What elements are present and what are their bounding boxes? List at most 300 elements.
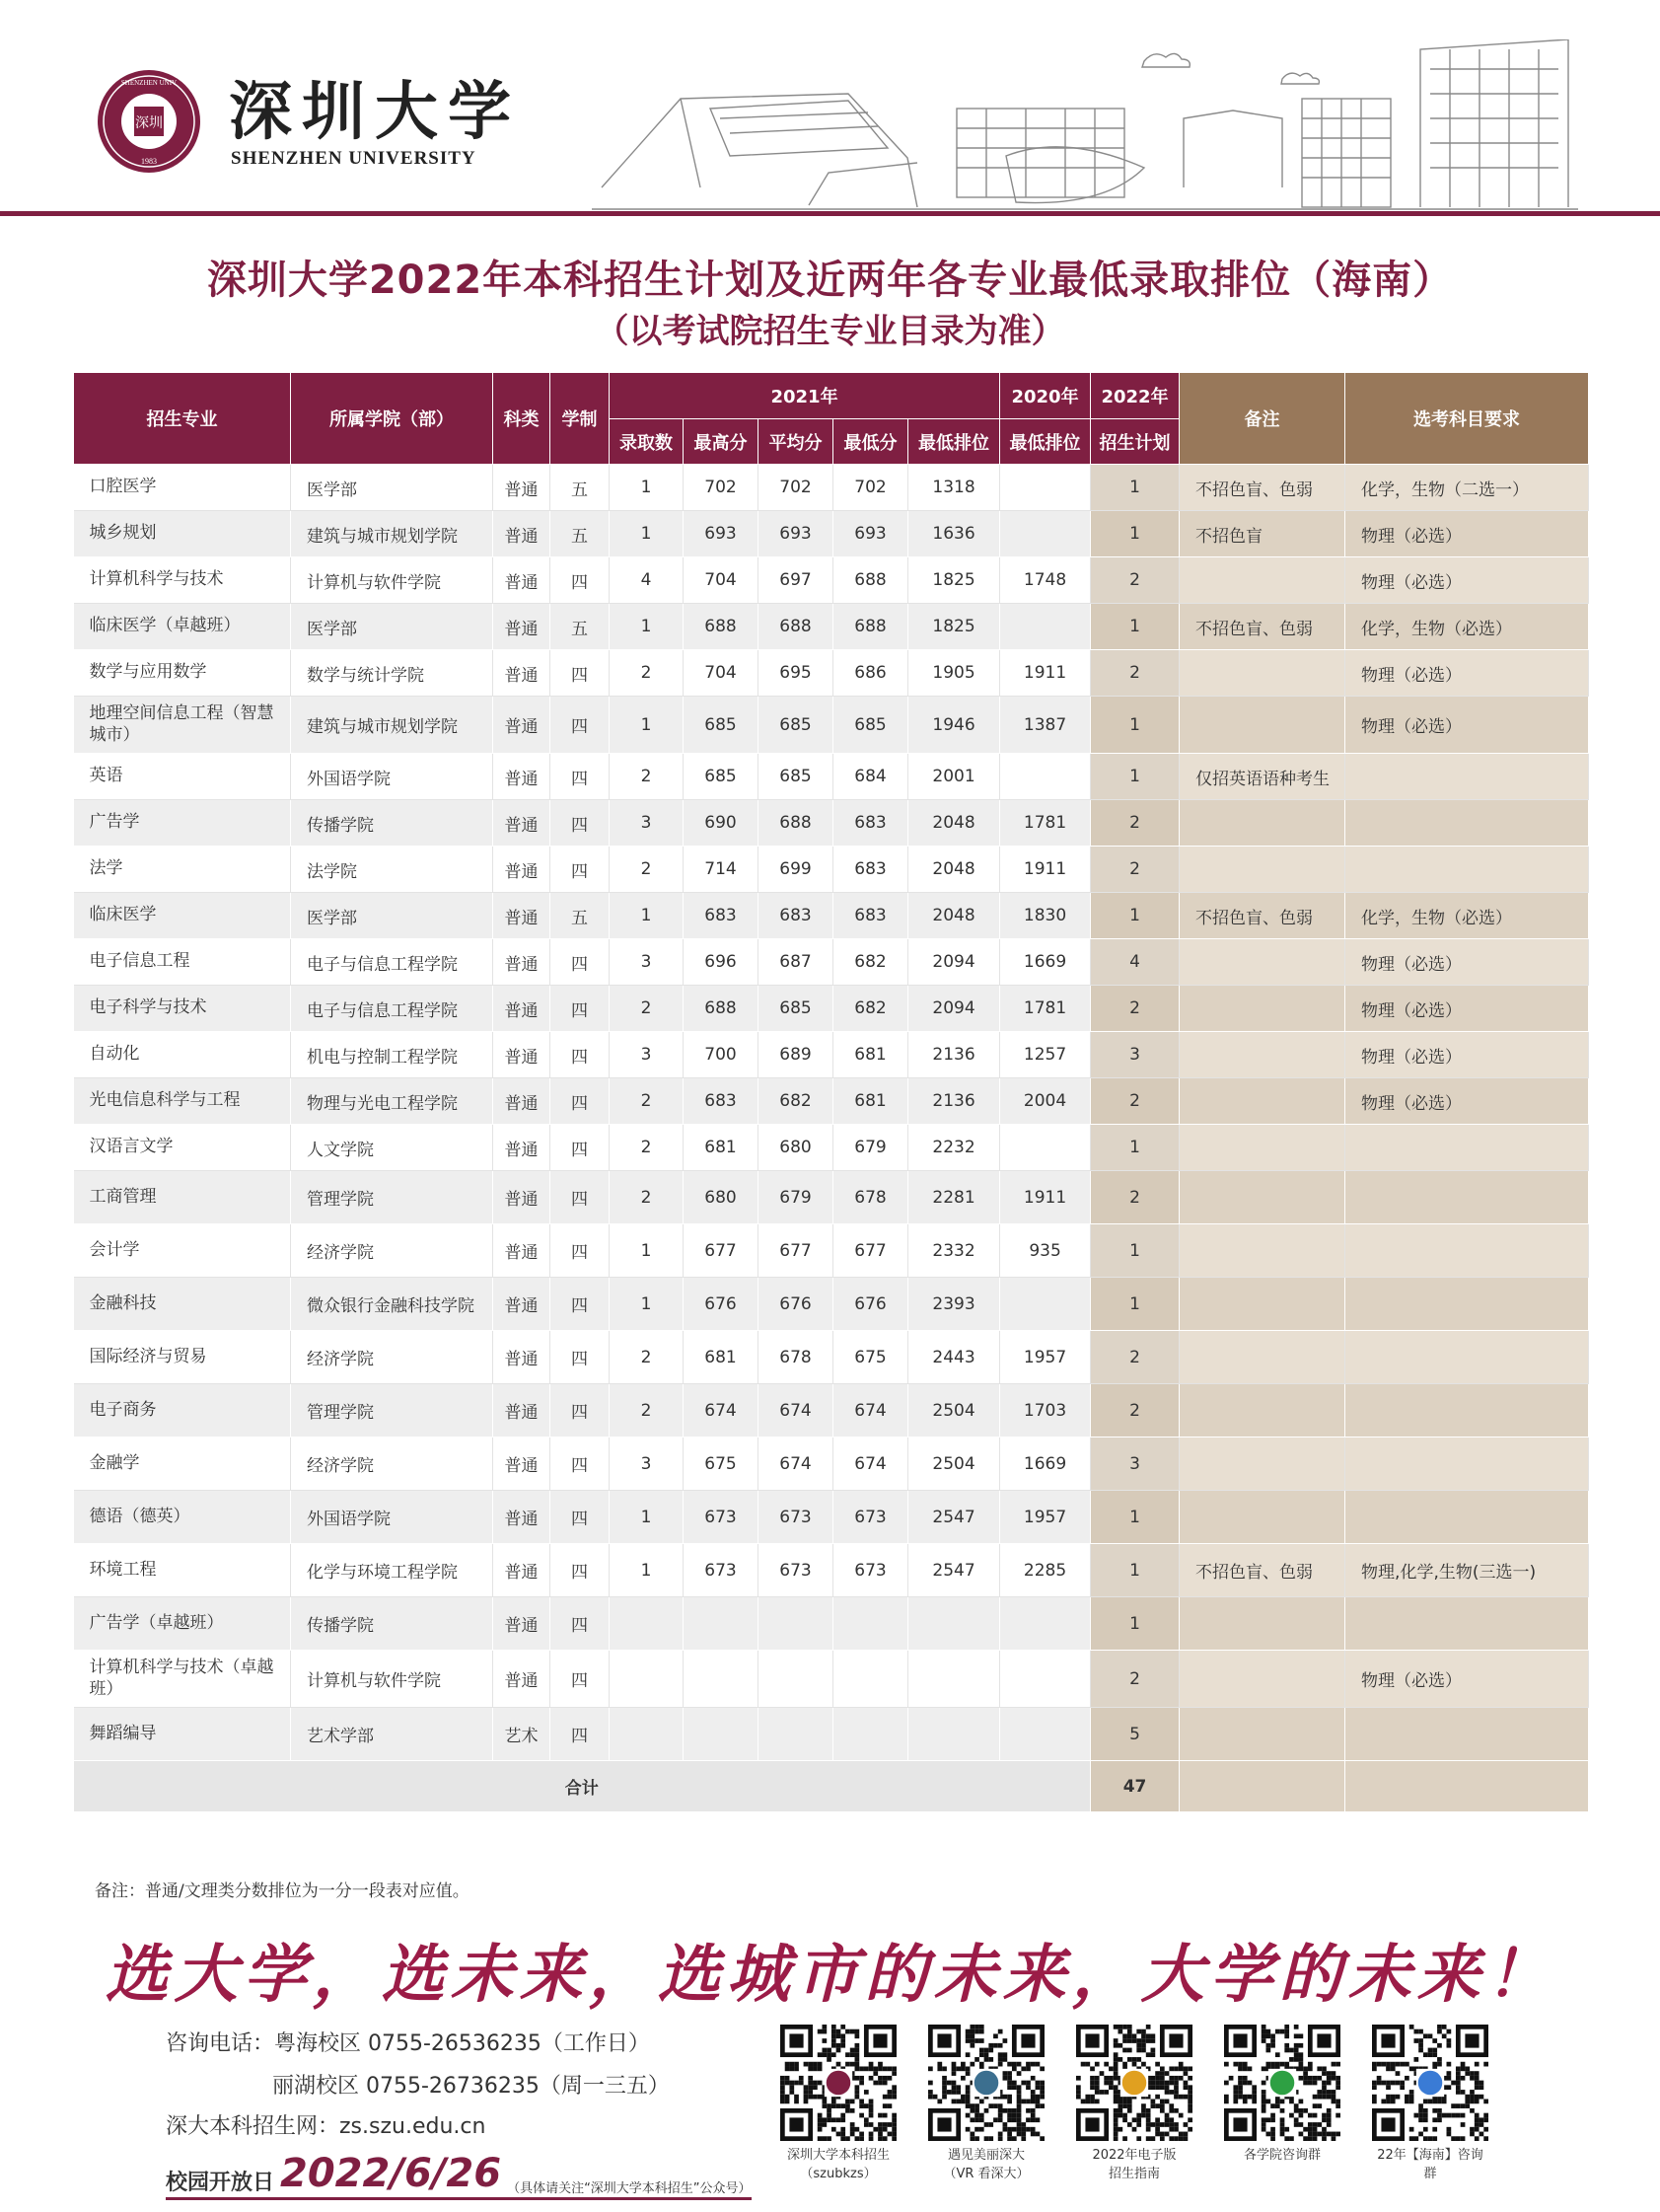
- cell-avg-score: 679: [758, 1171, 833, 1224]
- cell-category: 普通: [493, 650, 550, 697]
- cell-avg-score: 678: [758, 1331, 833, 1384]
- cell-duration: 四: [550, 1438, 610, 1491]
- cell-subjects: 物理（必选）: [1345, 986, 1589, 1032]
- qr-code-5[interactable]: [1371, 2025, 1489, 2184]
- cell-min-rank-2020: [1000, 1651, 1091, 1708]
- cell-college: 计算机与软件学院: [291, 557, 493, 604]
- cell-note: [1180, 1171, 1345, 1224]
- header-admitted: 录取数: [610, 419, 684, 465]
- header-min-rank: 最低排位: [908, 419, 1000, 465]
- cell-max-score: 702: [684, 465, 758, 511]
- cell-college: 电子与信息工程学院: [291, 939, 493, 986]
- qr-code-icon: [1076, 2025, 1192, 2141]
- contact-phone-lihu: 丽湖校区 0755-26736235（周一三五）: [272, 2074, 670, 2099]
- cell-min-rank: 2094: [908, 939, 1000, 986]
- cell-min-rank-2020: [1000, 1278, 1091, 1331]
- cell-plan-2022: 1: [1091, 1278, 1180, 1331]
- cell-min-score: 673: [833, 1544, 908, 1597]
- cell-subjects: 化学，生物（必选）: [1345, 893, 1589, 939]
- cell-plan-2022: 2: [1091, 1331, 1180, 1384]
- cell-note: [1180, 557, 1345, 604]
- open-day-label: 校园开放日: [166, 2171, 275, 2195]
- cell-avg-score: 674: [758, 1384, 833, 1438]
- cell-min-score: [833, 1651, 908, 1708]
- cell-subjects: 物理,化学,生物(三选一): [1345, 1544, 1589, 1597]
- cell-category: 普通: [493, 604, 550, 650]
- cell-college: 计算机与软件学院: [291, 1651, 493, 1708]
- cell-min-rank-2020: 1387: [1000, 697, 1091, 754]
- cell-note: 不招色盲、色弱: [1180, 604, 1345, 650]
- cell-avg-score: 697: [758, 557, 833, 604]
- cell-note: [1180, 1078, 1345, 1125]
- cell-major: 口腔医学: [74, 465, 291, 511]
- cell-min-rank-2020: 1257: [1000, 1032, 1091, 1078]
- cell-min-rank-2020: 2004: [1000, 1078, 1091, 1125]
- cell-min-rank-2020: [1000, 511, 1091, 557]
- cell-min-score: 673: [833, 1491, 908, 1544]
- table-row: [74, 1384, 1589, 1438]
- cell-min-rank: 1825: [908, 604, 1000, 650]
- header-duration: 学制: [550, 373, 610, 465]
- cell-min-rank: 2443: [908, 1331, 1000, 1384]
- cell-subjects: [1345, 1331, 1589, 1384]
- cell-subjects: [1345, 1708, 1589, 1761]
- qr-caption-line1: 22年【海南】咨询群: [1377, 2148, 1483, 2181]
- cell-major: 会计学: [74, 1224, 291, 1278]
- cell-plan-2022: 1: [1091, 1597, 1180, 1651]
- cell-college: 传播学院: [291, 800, 493, 847]
- cell-plan-2022: 5: [1091, 1708, 1180, 1761]
- cell-min-rank: 2136: [908, 1032, 1000, 1078]
- admission-table-body: [74, 465, 1589, 1812]
- cell-college: 医学部: [291, 604, 493, 650]
- cell-duration: 五: [550, 465, 610, 511]
- cell-duration: 四: [550, 1544, 610, 1597]
- cell-duration: 四: [550, 754, 610, 800]
- cell-min-rank: 2048: [908, 847, 1000, 893]
- cell-major: 广告学: [74, 800, 291, 847]
- cell-duration: 四: [550, 1384, 610, 1438]
- cell-duration: 四: [550, 1278, 610, 1331]
- table-row: [74, 1171, 1589, 1224]
- cell-note: [1180, 1651, 1345, 1708]
- header-2020: 2020年: [1000, 373, 1091, 419]
- cell-admitted: 1: [610, 465, 684, 511]
- cell-college: 物理与光电工程学院: [291, 1078, 493, 1125]
- university-seal-icon: [95, 67, 203, 176]
- table-row: [74, 1491, 1589, 1544]
- cell-duration: 四: [550, 557, 610, 604]
- total-subjects-empty: [1345, 1761, 1589, 1812]
- qr-caption: [1223, 2147, 1341, 2166]
- cell-duration: 四: [550, 1125, 610, 1171]
- cell-admitted: 1: [610, 604, 684, 650]
- cell-min-rank-2020: 1669: [1000, 939, 1091, 986]
- cell-min-rank: 2504: [908, 1384, 1000, 1438]
- cell-avg-score: 673: [758, 1491, 833, 1544]
- cell-avg-score: 695: [758, 650, 833, 697]
- cell-college: 经济学院: [291, 1438, 493, 1491]
- university-name-cn: 深圳大学: [229, 75, 521, 149]
- cell-admitted: 2: [610, 986, 684, 1032]
- cell-avg-score: 685: [758, 754, 833, 800]
- table-row: [74, 1331, 1589, 1384]
- cell-min-score: [833, 1597, 908, 1651]
- cell-subjects: [1345, 800, 1589, 847]
- cell-major: 临床医学（卓越班）: [74, 604, 291, 650]
- cell-min-score: 682: [833, 939, 908, 986]
- cell-category: 普通: [493, 847, 550, 893]
- cell-note: [1180, 1032, 1345, 1078]
- cell-admitted: 1: [610, 1224, 684, 1278]
- qr-code-4[interactable]: [1223, 2025, 1341, 2166]
- open-day-date: 2022/6/26: [280, 2151, 502, 2196]
- qr-caption: [1075, 2147, 1193, 2184]
- qr-caption-line1: 遇见美丽深大: [947, 2148, 1025, 2163]
- qr-caption: [779, 2147, 898, 2184]
- cell-subjects: [1345, 1438, 1589, 1491]
- cell-category: 普通: [493, 1171, 550, 1224]
- cell-plan-2022: 1: [1091, 1125, 1180, 1171]
- cell-note: 仅招英语语种考生: [1180, 754, 1345, 800]
- cell-min-rank-2020: 1911: [1000, 1171, 1091, 1224]
- cell-admitted: [610, 1651, 684, 1708]
- cell-plan-2022: 2: [1091, 800, 1180, 847]
- cell-college: 电子与信息工程学院: [291, 986, 493, 1032]
- cell-category: 普通: [493, 893, 550, 939]
- cell-category: 普通: [493, 1125, 550, 1171]
- cell-admitted: 2: [610, 1384, 684, 1438]
- cell-subjects: 物理（必选）: [1345, 650, 1589, 697]
- footnote: 备注：普通/文理类分数排位为一分一段表对应值。: [95, 1881, 469, 1901]
- cell-min-rank: [908, 1651, 1000, 1708]
- qr-code-icon: [1372, 2025, 1488, 2141]
- cell-min-rank-2020: 1669: [1000, 1438, 1091, 1491]
- cell-max-score: 714: [684, 847, 758, 893]
- cell-category: 普通: [493, 1224, 550, 1278]
- svg-text:SHENZHEN UNIV: SHENZHEN UNIV: [120, 79, 178, 87]
- cell-min-rank: 1946: [908, 697, 1000, 754]
- cell-min-rank: 2281: [908, 1171, 1000, 1224]
- cell-note: [1180, 800, 1345, 847]
- cell-plan-2022: 1: [1091, 1544, 1180, 1597]
- qr-code-2[interactable]: [927, 2025, 1046, 2184]
- cell-category: 普通: [493, 1544, 550, 1597]
- qr-caption-line1: 2022年电子版: [1092, 2148, 1177, 2163]
- cell-min-rank: 2136: [908, 1078, 1000, 1125]
- cell-max-score: 674: [684, 1384, 758, 1438]
- cell-major: 城乡规划: [74, 511, 291, 557]
- cell-subjects: 物理（必选）: [1345, 697, 1589, 754]
- cell-plan-2022: 2: [1091, 1078, 1180, 1125]
- cell-min-score: 688: [833, 557, 908, 604]
- cell-min-score: 674: [833, 1438, 908, 1491]
- header-avg-score: 平均分: [758, 419, 833, 465]
- cell-note: [1180, 1278, 1345, 1331]
- cell-min-score: 693: [833, 511, 908, 557]
- cell-max-score: 675: [684, 1438, 758, 1491]
- cell-admitted: 4: [610, 557, 684, 604]
- cell-subjects: [1345, 1125, 1589, 1171]
- cell-min-rank-2020: [1000, 1597, 1091, 1651]
- cell-admitted: 2: [610, 1171, 684, 1224]
- table-row: [74, 557, 1589, 604]
- cell-college: 机电与控制工程学院: [291, 1032, 493, 1078]
- header-subjects: 选考科目要求: [1345, 373, 1589, 465]
- cell-min-rank: 1318: [908, 465, 1000, 511]
- cell-major: 电子商务: [74, 1384, 291, 1438]
- cell-min-rank: 2001: [908, 754, 1000, 800]
- cell-min-score: 681: [833, 1032, 908, 1078]
- cell-min-score: 681: [833, 1078, 908, 1125]
- cell-min-rank-2020: 1957: [1000, 1491, 1091, 1544]
- qr-code-icon: [928, 2025, 1045, 2141]
- cell-min-rank-2020: [1000, 604, 1091, 650]
- cell-major: 环境工程: [74, 1544, 291, 1597]
- table-row: [74, 986, 1589, 1032]
- cell-college: 医学部: [291, 465, 493, 511]
- admission-table: [73, 372, 1589, 1812]
- cell-admitted: 2: [610, 754, 684, 800]
- cell-admitted: 1: [610, 1544, 684, 1597]
- cell-duration: 四: [550, 800, 610, 847]
- total-note-empty: [1180, 1761, 1345, 1812]
- cell-college: 传播学院: [291, 1597, 493, 1651]
- cell-admitted: 1: [610, 697, 684, 754]
- qr-code-1[interactable]: [779, 2025, 898, 2184]
- header-major: 招生专业: [74, 373, 291, 465]
- header-min-rank-2020: 最低排位: [1000, 419, 1091, 465]
- cell-category: 普通: [493, 1331, 550, 1384]
- cell-max-score: 685: [684, 697, 758, 754]
- cell-avg-score: 676: [758, 1278, 833, 1331]
- table-row: [74, 650, 1589, 697]
- cell-duration: 四: [550, 939, 610, 986]
- cell-plan-2022: 1: [1091, 697, 1180, 754]
- cell-duration: 四: [550, 1032, 610, 1078]
- cell-min-rank-2020: 1748: [1000, 557, 1091, 604]
- cell-min-score: 702: [833, 465, 908, 511]
- cell-min-score: 684: [833, 754, 908, 800]
- table-row: [74, 465, 1589, 511]
- cell-min-rank-2020: 935: [1000, 1224, 1091, 1278]
- cell-subjects: [1345, 1278, 1589, 1331]
- cell-duration: 四: [550, 1078, 610, 1125]
- cell-category: 普通: [493, 1078, 550, 1125]
- contact-phone-yuehai: 咨询电话：粤海校区 0755-26536235（工作日）: [166, 2031, 650, 2056]
- cell-admitted: 1: [610, 1491, 684, 1544]
- cell-college: 建筑与城市规划学院: [291, 511, 493, 557]
- cell-duration: 四: [550, 1597, 610, 1651]
- cell-major: 地理空间信息工程（智慧城市）: [74, 697, 291, 754]
- cell-subjects: [1345, 754, 1589, 800]
- table-row: [74, 604, 1589, 650]
- cell-subjects: [1345, 1171, 1589, 1224]
- cell-major: 数学与应用数学: [74, 650, 291, 697]
- admission-table-wrapper: [73, 372, 1588, 1812]
- cell-category: 普通: [493, 986, 550, 1032]
- cell-duration: 四: [550, 847, 610, 893]
- cell-avg-score: 674: [758, 1438, 833, 1491]
- cell-min-rank: [908, 1597, 1000, 1651]
- cell-college: 管理学院: [291, 1384, 493, 1438]
- cell-college: 建筑与城市规划学院: [291, 697, 493, 754]
- header-2021: 2021年: [610, 373, 1000, 419]
- cell-note: [1180, 1597, 1345, 1651]
- cell-duration: 五: [550, 893, 610, 939]
- cell-subjects: 物理（必选）: [1345, 511, 1589, 557]
- cell-duration: 四: [550, 1171, 610, 1224]
- cell-min-rank-2020: 1911: [1000, 650, 1091, 697]
- cell-min-rank-2020: [1000, 1708, 1091, 1761]
- cell-avg-score: [758, 1651, 833, 1708]
- cell-college: 艺术学部: [291, 1708, 493, 1761]
- qr-code-icon: [780, 2025, 897, 2141]
- cell-subjects: [1345, 1491, 1589, 1544]
- table-row: [74, 1125, 1589, 1171]
- cell-admitted: [610, 1708, 684, 1761]
- cell-major: 金融学: [74, 1438, 291, 1491]
- cell-admitted: 2: [610, 1078, 684, 1125]
- cell-note: [1180, 1384, 1345, 1438]
- cell-category: 普通: [493, 1032, 550, 1078]
- cell-avg-score: 685: [758, 986, 833, 1032]
- cell-admitted: 3: [610, 1438, 684, 1491]
- cell-max-score: 680: [684, 1171, 758, 1224]
- qr-code-icon: [1224, 2025, 1340, 2141]
- cell-subjects: 化学，生物（必选）: [1345, 604, 1589, 650]
- cell-min-rank-2020: 2285: [1000, 1544, 1091, 1597]
- cell-major: 舞蹈编导: [74, 1708, 291, 1761]
- cell-min-score: 678: [833, 1171, 908, 1224]
- cell-note: [1180, 1708, 1345, 1761]
- cell-category: 艺术: [493, 1708, 550, 1761]
- cell-note: [1180, 847, 1345, 893]
- cell-note: [1180, 1331, 1345, 1384]
- qr-code-3[interactable]: [1075, 2025, 1193, 2184]
- cell-category: 普通: [493, 1278, 550, 1331]
- cell-note: [1180, 697, 1345, 754]
- cell-min-rank: 2048: [908, 893, 1000, 939]
- cell-avg-score: 683: [758, 893, 833, 939]
- cell-avg-score: 688: [758, 800, 833, 847]
- cell-avg-score: 673: [758, 1544, 833, 1597]
- cell-max-score: [684, 1651, 758, 1708]
- cell-max-score: 704: [684, 650, 758, 697]
- cell-max-score: 693: [684, 511, 758, 557]
- cell-min-rank: 1825: [908, 557, 1000, 604]
- cell-subjects: 物理（必选）: [1345, 939, 1589, 986]
- cell-college: 管理学院: [291, 1171, 493, 1224]
- header-note: 备注: [1180, 373, 1345, 465]
- cell-min-score: 674: [833, 1384, 908, 1438]
- cell-plan-2022: 3: [1091, 1438, 1180, 1491]
- cell-subjects: 化学，生物（二选一）: [1345, 465, 1589, 511]
- cell-major: 电子信息工程: [74, 939, 291, 986]
- table-total-row: [74, 1761, 1589, 1812]
- header-min-score: 最低分: [833, 419, 908, 465]
- qr-caption: [927, 2147, 1046, 2184]
- cell-avg-score: 677: [758, 1224, 833, 1278]
- table-row: [74, 1224, 1589, 1278]
- cell-college: 经济学院: [291, 1224, 493, 1278]
- table-row: [74, 754, 1589, 800]
- qr-caption-line1: 深圳大学本科招生: [786, 2148, 890, 2163]
- header-rule: [0, 211, 1660, 216]
- cell-plan-2022: 3: [1091, 1032, 1180, 1078]
- cell-max-score: 673: [684, 1491, 758, 1544]
- cell-min-rank: 1905: [908, 650, 1000, 697]
- cell-major: 计算机科学与技术: [74, 557, 291, 604]
- cell-duration: 四: [550, 1491, 610, 1544]
- cell-subjects: [1345, 1384, 1589, 1438]
- cell-min-score: 685: [833, 697, 908, 754]
- cell-admitted: 3: [610, 1032, 684, 1078]
- cell-admitted: 2: [610, 1125, 684, 1171]
- cell-max-score: 688: [684, 604, 758, 650]
- cell-admitted: 1: [610, 511, 684, 557]
- cell-duration: 四: [550, 1331, 610, 1384]
- cell-min-score: 686: [833, 650, 908, 697]
- cell-min-rank: 2048: [908, 800, 1000, 847]
- cell-college: 经济学院: [291, 1331, 493, 1384]
- cell-category: 普通: [493, 557, 550, 604]
- contact-website[interactable]: 深大本科招生网：zs.szu.edu.cn: [166, 2114, 486, 2139]
- table-row: [74, 1651, 1589, 1708]
- cell-min-rank-2020: [1000, 465, 1091, 511]
- cell-major: 计算机科学与技术（卓越班）: [74, 1651, 291, 1708]
- cell-college: 人文学院: [291, 1125, 493, 1171]
- qr-caption-line2: 招生指南: [1108, 2166, 1160, 2181]
- cell-duration: 四: [550, 697, 610, 754]
- cell-note: [1180, 650, 1345, 697]
- cell-note: 不招色盲、色弱: [1180, 893, 1345, 939]
- table-row: [74, 1597, 1589, 1651]
- cell-college: 法学院: [291, 847, 493, 893]
- cell-min-score: 675: [833, 1331, 908, 1384]
- table-row: [74, 697, 1589, 754]
- header-max-score: 最高分: [684, 419, 758, 465]
- cell-duration: 四: [550, 1651, 610, 1708]
- cell-min-rank-2020: 1703: [1000, 1384, 1091, 1438]
- table-row: [74, 1544, 1589, 1597]
- cell-category: 普通: [493, 697, 550, 754]
- cell-category: 普通: [493, 1597, 550, 1651]
- cell-note: [1180, 1224, 1345, 1278]
- open-day: [166, 2151, 752, 2200]
- cell-avg-score: 682: [758, 1078, 833, 1125]
- cell-college: 化学与环境工程学院: [291, 1544, 493, 1597]
- cell-category: 普通: [493, 754, 550, 800]
- cell-subjects: 物理（必选）: [1345, 557, 1589, 604]
- cell-major: 光电信息科学与工程: [74, 1078, 291, 1125]
- cell-plan-2022: 2: [1091, 1384, 1180, 1438]
- cell-avg-score: 689: [758, 1032, 833, 1078]
- cell-min-rank-2020: [1000, 754, 1091, 800]
- cell-note: [1180, 1438, 1345, 1491]
- page-title: 深圳大学2022年本科招生计划及近两年各专业最低录取排位（海南）: [206, 258, 1454, 303]
- cell-max-score: 690: [684, 800, 758, 847]
- cell-avg-score: 702: [758, 465, 833, 511]
- cell-note: 不招色盲、色弱: [1180, 465, 1345, 511]
- total-plan: 47: [1091, 1761, 1180, 1812]
- cell-note: 不招色盲、色弱: [1180, 1544, 1345, 1597]
- cell-min-rank: 2547: [908, 1544, 1000, 1597]
- cell-plan-2022: 2: [1091, 986, 1180, 1032]
- cell-major: 自动化: [74, 1032, 291, 1078]
- qr-caption-line1: 各学院咨询群: [1243, 2148, 1321, 2163]
- cell-category: 普通: [493, 800, 550, 847]
